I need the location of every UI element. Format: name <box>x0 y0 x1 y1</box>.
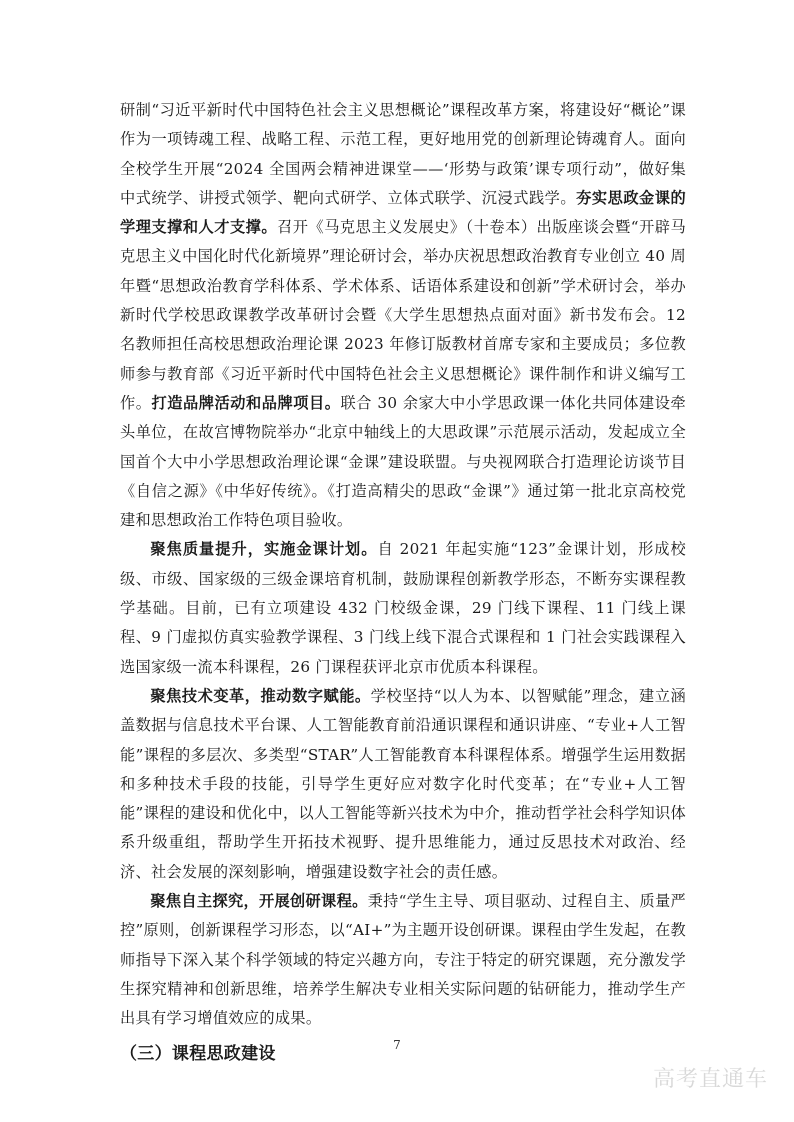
paragraph-4 <box>120 887 686 1033</box>
paragraph-2-text: 自 2021 年起实施“123”金课计划，形成校级、市级、国家级的三级金课培育机制，鼓励课程创新教学形态，不断夯实课程教学基础。目前，已有立项建设 432 门校级金课，29 门线下课程、11 门线上课程、9 门虚拟仿真实验教学课程、3 门线上线下混合式课程和 1 门社会实践课程入选国家级一流本科课程，26 门课程获评北京市优质本科课程。 <box>120 540 686 676</box>
paragraph-1-bold-1: 夯实思政金课的学理支撑和人才支撑。 <box>120 188 686 237</box>
paragraph-1-text-3: 联合 30 余家大中小学思政课一体化共同体建设牵头单位，在故宫博物院举办“北京中轴线上的大思政课”示范展示活动，发起成立全国首个大中小学思想政治理论课“金课”建设联盟。与央视网联合打造理论访谈节目《自信之源》《中华好传统》。《打造高精尖的思政“金课”》通过第一批北京高校党建和思想政治工作特色项目验收。 <box>120 393 686 530</box>
section-heading: （三）课程思政建设 <box>120 1043 276 1064</box>
paragraph-1-bold-2: 打造品牌活动和品牌项目。 <box>151 393 341 412</box>
paragraph-3 <box>120 682 686 887</box>
paragraph-3-bold: 聚焦技术变革，推动数字赋能。 <box>150 686 371 705</box>
paragraph-2-bold: 聚焦质量提升，实施金课计划。 <box>150 540 378 559</box>
paragraph-1 <box>120 96 686 535</box>
paragraph-3-text: 学校坚持“以人为本、以智赋能”理念，建立涵盖数据与信息技术平台课、人工智能教育前沿通识课程和通识讲座、“专业+人工智能”课程的多层次、多类型“STAR”人工智能教育本科课程体系。增强学生运用数据和多种技术手段的技能，引导学生更好应对数字化时代变革；在“专业+人工智能”课程的建设和优化中，以人工智能等新兴技术为中介，推动哲学社会科学知识体系升级重组，帮助学生开拓技术视野、提升思维能力，通过反思技术对政治、经济、社会发展的深刻影响，增强建设数字社会的责任感。 <box>120 686 686 881</box>
paragraph-2 <box>120 535 686 681</box>
paragraph-4-text: 秉持“学生主导、项目驱动、过程自主、质量严控”原则，创新课程学习形态，以“AI+”为主题开设创研课。课程由学生发起，在教师指导下深入某个科学领域的特定兴趣方向，专注于特定的研究课题，充分激发学生探究精神和创新思维，培养学生解决专业相关实际问题的钻研能力，推动学生产出具有学习增值效应的成果。 <box>120 892 686 1028</box>
paragraph-1-text-2: 召开《马克思主义发展史》（十卷本）出版座谈会暨“开辟马克思主义中国化时代化新境界”理论研讨会，举办庆祝思想政治教育专业创立 40 周年暨“思想政治教育学科体系、学术体系、话语体系建设和创新”学术研讨会，举办新时代学校思政课教学改革研讨会暨《大学生思想热点面对面》新书发布会。12 名教师担任高校思想政治理论课 2023 年修订版教材首席专家和主要成员；多位教师参与教育部《习近平新时代中国特色社会主义思想概论》课件制作和讲义编写工作。 <box>120 218 686 412</box>
body-text <box>120 96 686 1070</box>
watermark-text: 高考直通车 <box>652 1067 768 1092</box>
paragraph-4-bold: 聚焦自主探究，开展创研课程。 <box>150 892 368 911</box>
page-number: 7 <box>393 1038 401 1052</box>
paragraph-1-text-1: 研制“习近平新时代中国特色社会主义思想概论”课程改革方案，将建设好“概论”课作为一项铸魂工程、战略工程、示范工程，更好地用党的创新理论铸魂育人。面向全校学生开展“2024 全国两会精神进课堂——‘形势与政策’课专项行动”，做好集中式统学、讲授式领学、靶向式研学、立体式联学、沉浸式践学。 <box>120 101 686 207</box>
